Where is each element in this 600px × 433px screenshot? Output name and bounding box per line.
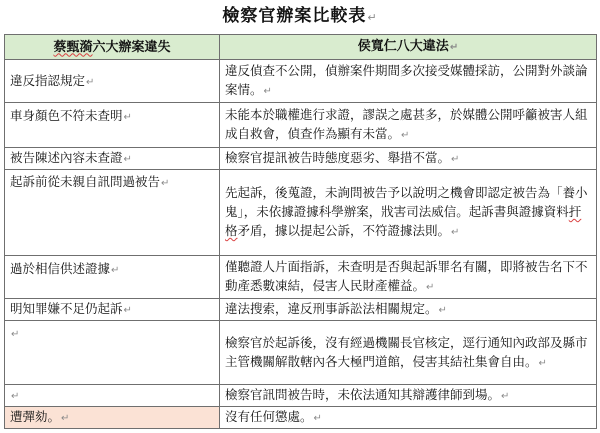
- cell-text: 明知罪嫌不足仍起訴: [10, 301, 123, 316]
- table-row: [5, 256, 597, 299]
- left-cell: [5, 60, 220, 103]
- cell-text: 違反偵查不公開，偵辦案件期間多次接受媒體採訪，公開對外談論案情。: [225, 63, 588, 97]
- header-right-text: 侯寬仁八大違法: [357, 39, 449, 54]
- paragraph-mark: ↵: [449, 42, 459, 53]
- comparison-table: [4, 34, 597, 429]
- cell-text: 僅聽證人片面指訴，未查明是否與起訴罪名有關，即將被告名下不動產悉數凍結，侵害人民財產權益。: [225, 259, 588, 293]
- paragraph-mark: ↵: [11, 391, 20, 402]
- right-cell: [220, 60, 597, 103]
- right-cell: [220, 321, 597, 385]
- paragraph-mark: ↵: [263, 86, 272, 97]
- cell-text: 檢察官於起訴後，沒有經過機關長官核定，逕行通知內政部及縣市主管機關解散轄內各大極門道館，侵害其結社集會自由。: [225, 334, 588, 369]
- left-cell: [5, 103, 220, 148]
- table-row: [5, 385, 597, 407]
- paragraph-mark: ↵: [123, 112, 132, 123]
- table-row: [5, 170, 597, 256]
- left-cell: [5, 148, 220, 170]
- table-row: [5, 60, 597, 103]
- left-cell: [5, 321, 220, 385]
- table-header-row: [5, 35, 597, 60]
- cell-text: 未能本於職權進行求證，謬誤之處甚多，於媒體公開呼籲被害人組成自救會，偵查作為顯有未當。: [225, 107, 588, 141]
- paragraph-mark: ↵: [451, 154, 460, 165]
- cell-text: 矛盾，據以提起公訴，不符證據法則。: [237, 223, 451, 238]
- header-left-suffix: 六大辦案違失: [92, 39, 171, 55]
- header-right: [220, 35, 597, 60]
- table-row: [5, 103, 597, 148]
- left-cell: [5, 170, 220, 256]
- paragraph-mark: ↵: [367, 11, 378, 24]
- left-cell: [5, 407, 220, 429]
- cell-text: 檢察官提訊被告時態度惡劣、舉措不當。: [225, 150, 451, 165]
- document-title: [0, 4, 600, 30]
- paragraph-mark: ↵: [401, 130, 410, 141]
- cell-text: 被告陳述內容未查證: [10, 150, 123, 165]
- paragraph-mark: ↵: [438, 305, 447, 316]
- paragraph-mark: ↵: [501, 391, 510, 402]
- cell-text: 違法搜索，違反刑事訴訟法相關規定。: [225, 301, 438, 316]
- paragraph-mark: ↵: [313, 413, 322, 424]
- table-row: [5, 321, 597, 385]
- paragraph-mark: ↵: [123, 154, 132, 165]
- right-cell: [220, 385, 597, 407]
- paragraph-mark: ↵: [111, 265, 120, 276]
- table-row: [5, 299, 597, 321]
- title-text: 檢察官辦案比較表: [222, 6, 367, 26]
- paragraph-mark: ↵: [11, 329, 20, 340]
- left-cell: [5, 385, 220, 407]
- cell-text-flagged: 扞格: [225, 204, 582, 238]
- table-row: [5, 407, 597, 429]
- cell-text: 起訴前從未親自訊問過被告: [10, 174, 161, 189]
- right-cell: [220, 103, 597, 148]
- paragraph-mark: ↵: [86, 76, 95, 88]
- paragraph-mark: ↵: [161, 178, 170, 189]
- left-cell: [5, 256, 220, 299]
- cell-text: 先起訴，後蒐證，未詢問被告予以說明之機會即認定被告為「養小鬼」，未依據證據科學辦案，戕害司法威信。起訴書與證據資料: [225, 185, 588, 219]
- right-cell: [220, 299, 597, 321]
- table-row: [5, 148, 597, 170]
- paragraph-mark: ↵: [538, 357, 547, 369]
- cell-text: 車身顏色不符未查明: [10, 108, 123, 123]
- paragraph-mark: ↵: [123, 305, 132, 316]
- cell-text: 遭彈劾。: [10, 409, 61, 424]
- paragraph-mark: ↵: [451, 227, 460, 238]
- right-cell: [220, 256, 597, 299]
- cell-text: 違反指認規定: [10, 72, 86, 88]
- header-left: [5, 35, 220, 60]
- header-left-name: 蔡甄漪: [53, 39, 93, 55]
- left-cell: [5, 299, 220, 321]
- cell-text: 檢察官訊問被告時，未依法通知其辯護律師到場。: [225, 387, 501, 402]
- cell-text: 沒有任何懲處。: [225, 409, 313, 424]
- cell-text: 過於相信供述證據: [10, 261, 111, 276]
- right-cell: [220, 170, 597, 256]
- paragraph-mark: ↵: [426, 282, 435, 293]
- paragraph-mark: ↵: [61, 413, 70, 424]
- right-cell: [220, 407, 597, 429]
- right-cell: [220, 148, 597, 170]
